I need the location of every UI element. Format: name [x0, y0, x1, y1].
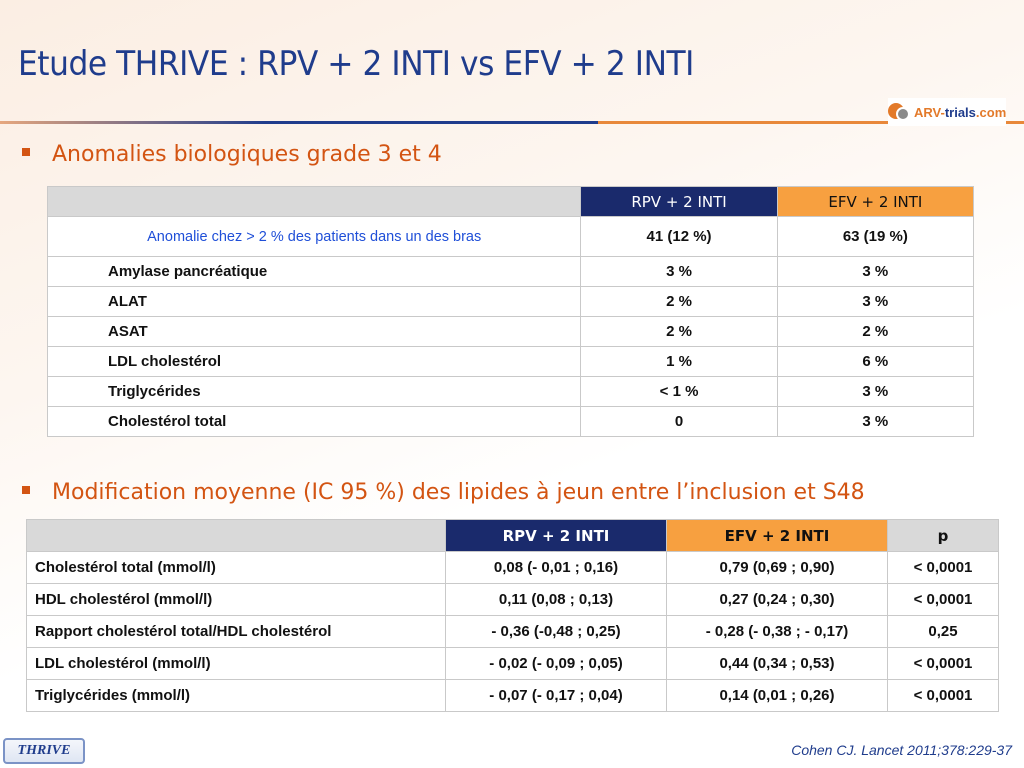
row-label: Amylase pancréatique [48, 257, 581, 287]
row-p: < 0,0001 [888, 680, 999, 712]
thrive-badge: THRIVE [3, 738, 85, 764]
header-p: p [888, 520, 999, 552]
row-rpv: 1 % [581, 347, 777, 377]
table-row [48, 407, 974, 437]
row-efv: 0,27 (0,24 ; 0,30) [667, 584, 888, 616]
row-label: HDL cholestérol (mmol/l) [27, 584, 446, 616]
row-label: Triglycérides [48, 377, 581, 407]
summary-label: Anomalie chez > 2 % des patients dans un des bras [48, 217, 581, 257]
section1-heading: Anomalies biologiques grade 3 et 4 [22, 142, 442, 167]
bullet-square-icon [22, 148, 30, 156]
table-row [48, 347, 974, 377]
row-label: ALAT [48, 287, 581, 317]
row-p: < 0,0001 [888, 584, 999, 616]
table-row [27, 584, 999, 616]
row-efv: 3 % [777, 377, 973, 407]
table-row [27, 616, 999, 648]
summary-efv: 63 (19 %) [777, 217, 973, 257]
header-empty-cell [48, 187, 581, 217]
row-label: Rapport cholestérol total/HDL cholestérol [27, 616, 446, 648]
row-label: LDL cholestérol [48, 347, 581, 377]
row-rpv: 0,08 (- 0,01 ; 0,16) [446, 552, 667, 584]
row-label: Cholestérol total [48, 407, 581, 437]
table-row [48, 257, 974, 287]
row-efv: 3 % [777, 287, 973, 317]
row-efv: 0,79 (0,69 ; 0,90) [667, 552, 888, 584]
table-row [27, 680, 999, 712]
row-rpv: 0,11 (0,08 ; 0,13) [446, 584, 667, 616]
row-rpv: - 0,07 (- 0,17 ; 0,04) [446, 680, 667, 712]
bullet-square-icon [22, 486, 30, 494]
lipid-change-table [26, 519, 999, 712]
row-label: ASAT [48, 317, 581, 347]
row-efv: 0,44 (0,34 ; 0,53) [667, 648, 888, 680]
row-rpv: 3 % [581, 257, 777, 287]
table-row [48, 377, 974, 407]
row-rpv: - 0,36 (-0,48 ; 0,25) [446, 616, 667, 648]
slide-title: Etude THRIVE : RPV + 2 INTI vs EFV + 2 INTI [18, 44, 694, 84]
row-efv: 6 % [777, 347, 973, 377]
row-label: Cholestérol total (mmol/l) [27, 552, 446, 584]
header-rpv: RPV + 2 INTI [581, 187, 777, 217]
table-row [27, 552, 999, 584]
row-p: 0,25 [888, 616, 999, 648]
summary-rpv: 41 (12 %) [581, 217, 777, 257]
table-header-row [48, 187, 974, 217]
table-row [48, 317, 974, 347]
table-row [48, 287, 974, 317]
header-empty-cell [27, 520, 446, 552]
summary-row [48, 217, 974, 257]
row-efv: 0,14 (0,01 ; 0,26) [667, 680, 888, 712]
header-efv: EFV + 2 INTI [777, 187, 973, 217]
logo-text: ARV-trials.com [914, 104, 1007, 120]
row-efv: - 0,28 (- 0,38 ; - 0,17) [667, 616, 888, 648]
table-row [27, 648, 999, 680]
header-rpv: RPV + 2 INTI [446, 520, 667, 552]
row-rpv: - 0,02 (- 0,09 ; 0,05) [446, 648, 667, 680]
lab-abnormalities-table [47, 186, 974, 437]
row-p: < 0,0001 [888, 648, 999, 680]
row-rpv: < 1 % [581, 377, 777, 407]
logo-bubble-icon [888, 101, 912, 123]
section2-heading: Modification moyenne (IC 95 %) des lipides à jeun entre l’inclusion et S48 [22, 480, 865, 505]
row-efv: 3 % [777, 407, 973, 437]
row-label: LDL cholestérol (mmol/l) [27, 648, 446, 680]
row-p: < 0,0001 [888, 552, 999, 584]
row-rpv: 0 [581, 407, 777, 437]
row-efv: 3 % [777, 257, 973, 287]
header-efv: EFV + 2 INTI [667, 520, 888, 552]
row-rpv: 2 % [581, 317, 777, 347]
row-efv: 2 % [777, 317, 973, 347]
citation: Cohen CJ. Lancet 2011;378:229-37 [791, 742, 1012, 758]
row-rpv: 2 % [581, 287, 777, 317]
arv-trials-logo [888, 98, 1006, 126]
table-header-row [27, 520, 999, 552]
row-label: Triglycérides (mmol/l) [27, 680, 446, 712]
